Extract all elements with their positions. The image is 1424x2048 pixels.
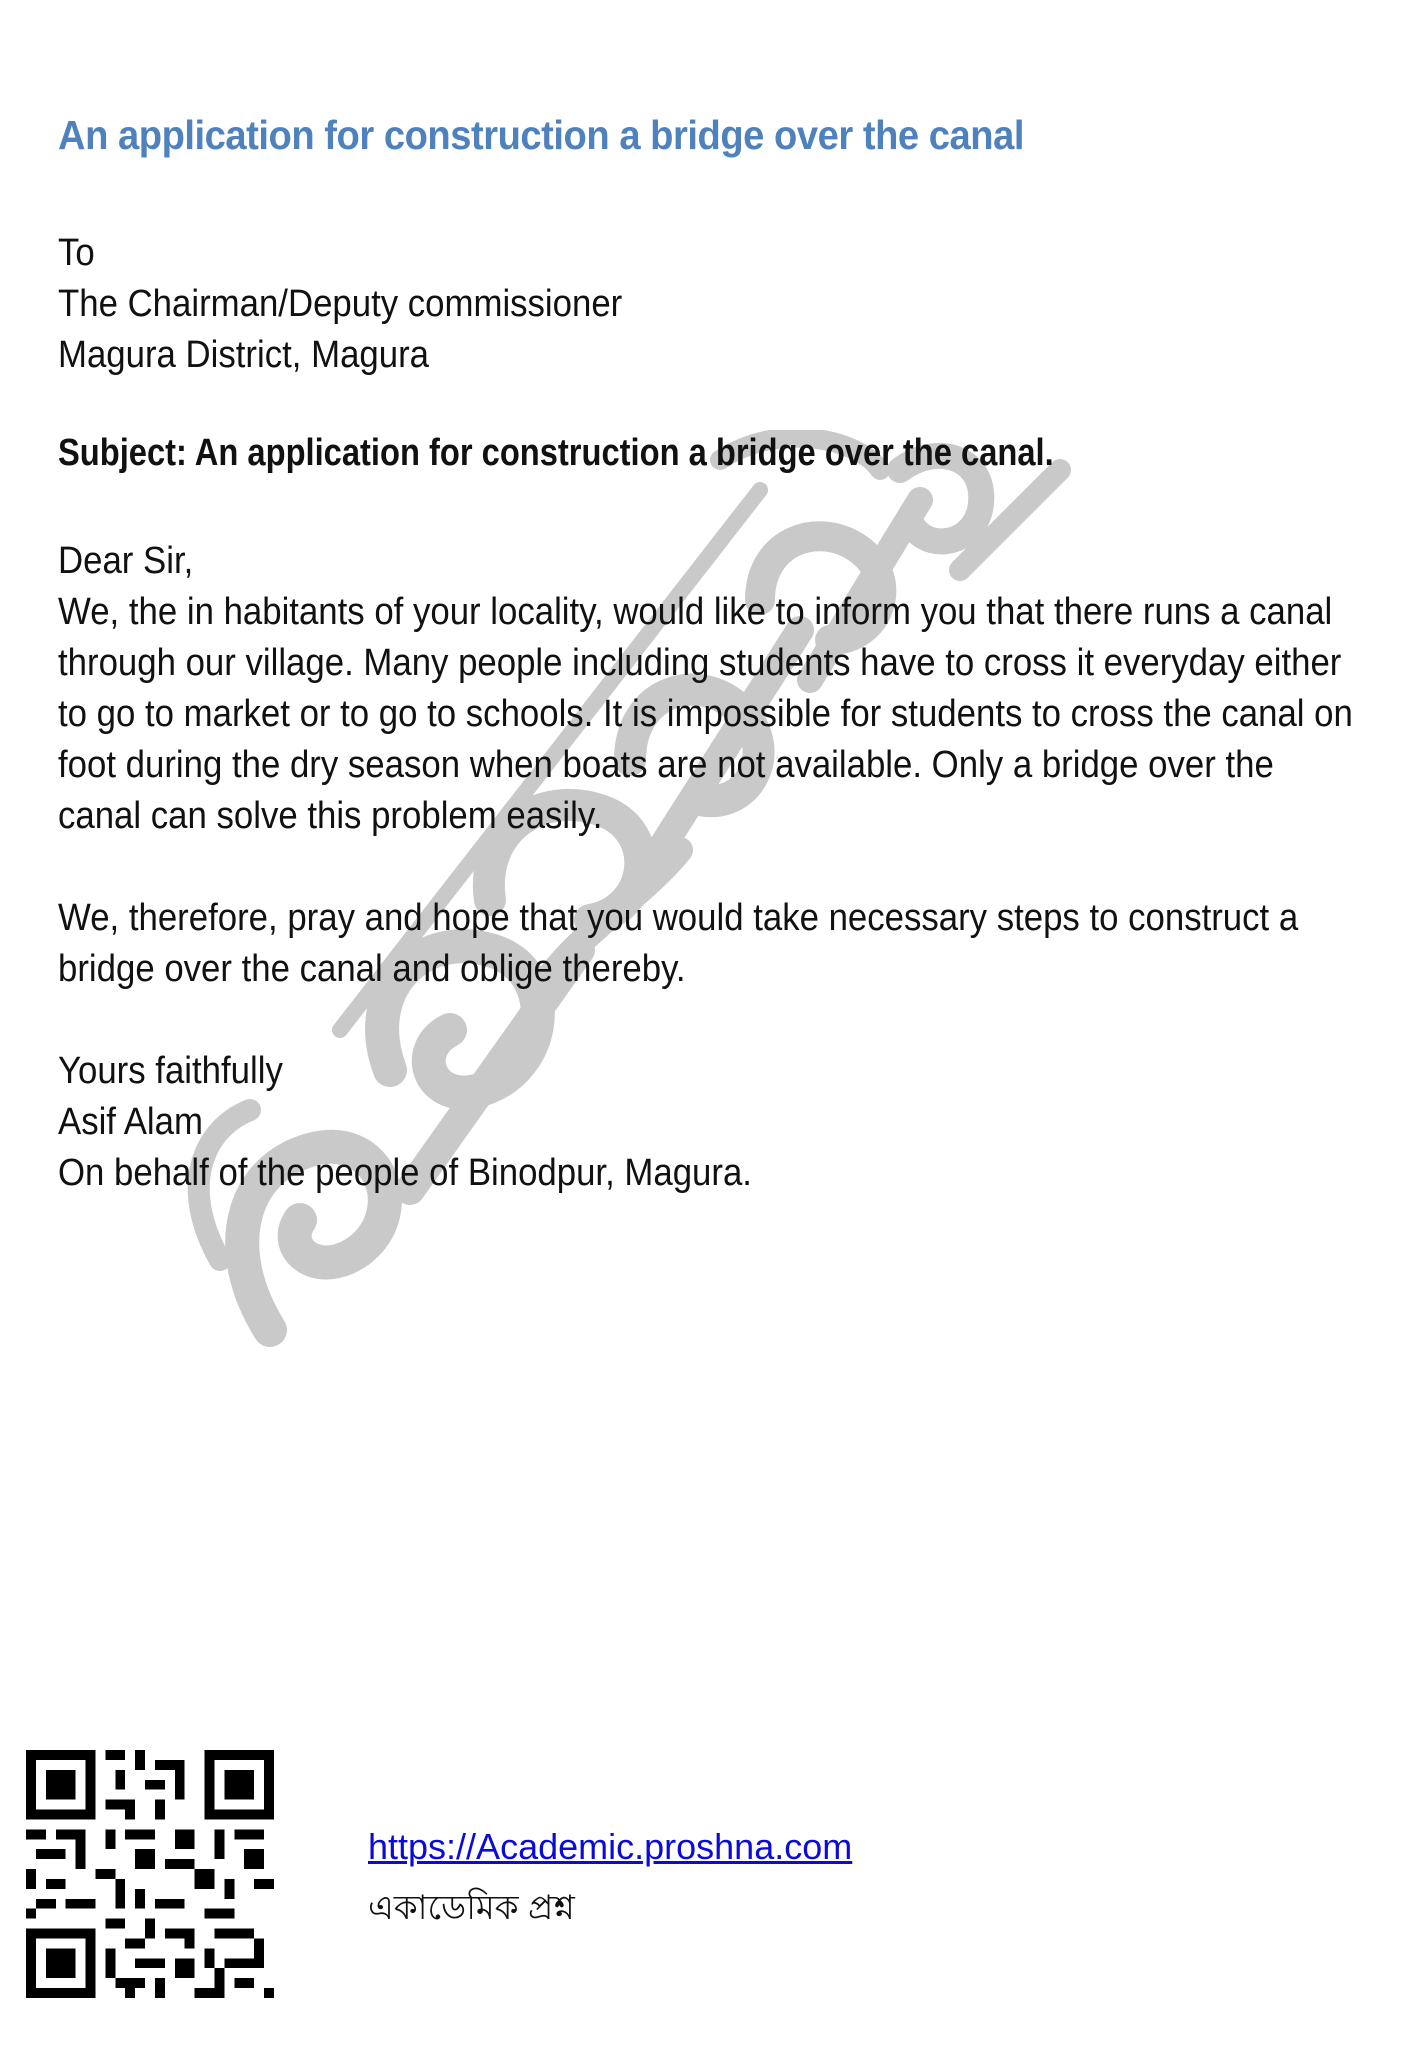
body-line: foot during the dry season when boats are not available. Only a bridge over the bbox=[58, 744, 1274, 786]
closing-block bbox=[58, 1046, 752, 1199]
footer-brand-text: একাডেমিক প্রশ্ন bbox=[368, 1889, 575, 1927]
body-line: through our village. Many people including students have to cross it everyday either bbox=[58, 642, 1342, 684]
body-line: to go to market or to go to schools. It is impossible for students to cross the canal on bbox=[58, 693, 1353, 735]
body-line: We, the in habitants of your locality, would like to inform you that there runs a canal bbox=[58, 591, 1333, 633]
page-title: An application for construction a bridge over the canal bbox=[58, 112, 1024, 158]
letter-body bbox=[58, 536, 1353, 842]
website-link[interactable]: https://Academic.proshna.com bbox=[368, 1826, 853, 1867]
recipient-line-1: The Chairman/Deputy commissioner bbox=[58, 283, 623, 325]
recipient-block bbox=[58, 228, 622, 381]
recipient-line-2: Magura District, Magura bbox=[58, 334, 430, 376]
qr-code[interactable] bbox=[26, 1750, 274, 1998]
signature-name: Asif Alam bbox=[58, 1101, 203, 1143]
recipient-to: To bbox=[58, 232, 95, 274]
body-line: bridge over the canal and oblige thereby. bbox=[58, 948, 686, 990]
closing-line: On behalf of the people of Binodpur, Magura. bbox=[58, 1152, 752, 1194]
subject-line: Subject: An application for construction a bridge over the canal. bbox=[58, 432, 1054, 474]
salutation: Dear Sir, bbox=[58, 540, 194, 582]
body-line: canal can solve this problem easily. bbox=[58, 795, 603, 837]
letter-body-paragraph-2 bbox=[58, 893, 1298, 995]
closing-line: Yours faithfully bbox=[58, 1050, 283, 1092]
body-line: We, therefore, pray and hope that you would take necessary steps to construct a bbox=[58, 897, 1299, 939]
